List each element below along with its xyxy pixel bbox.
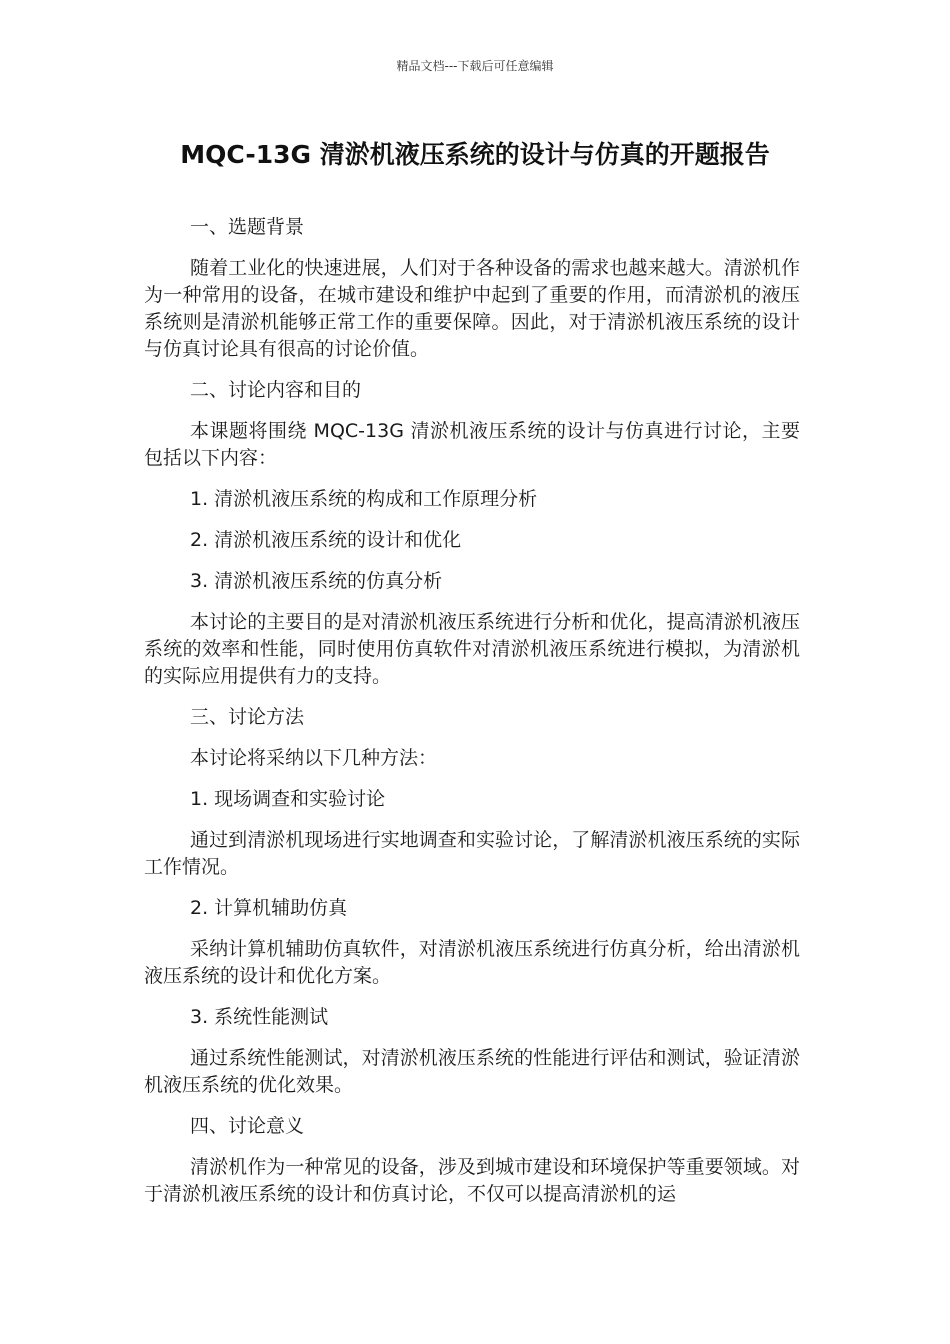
section-heading-significance: 四、讨论意义 bbox=[190, 1115, 305, 1137]
list-item-content-2: 2. 清淤机液压系统的设计和优化 bbox=[190, 529, 462, 551]
list-item-method-3: 3. 系统性能测试 bbox=[190, 1006, 329, 1028]
paragraph-method-2: 采纳计算机辅助仿真软件，对清淤机液压系统进行仿真分析，给出清淤机液压系统的设计和优化方案。 bbox=[144, 938, 800, 987]
paragraph-content-intro: 本课题将围绕 MQC-13G 清淤机液压系统的设计与仿真进行讨论，主要包括以下内容： bbox=[144, 420, 800, 469]
section-heading-methods: 三、讨论方法 bbox=[190, 706, 305, 728]
section-heading-content-goals: 二、讨论内容和目的 bbox=[190, 379, 362, 401]
paragraph-significance: 清淤机作为一种常见的设备，涉及到城市建设和环境保护等重要领域。对于清淤机液压系统的设计和仿真讨论，不仅可以提高清淤机的运 bbox=[144, 1156, 800, 1205]
list-item-method-1: 1. 现场调查和实验讨论 bbox=[190, 788, 386, 810]
list-item-method-2: 2. 计算机辅助仿真 bbox=[190, 897, 348, 919]
document-body bbox=[144, 214, 800, 1222]
list-item-content-3: 3. 清淤机液压系统的仿真分析 bbox=[190, 570, 443, 592]
paragraph-method-3: 通过系统性能测试，对清淤机液压系统的性能进行评估和测试，验证清淤机液压系统的优化效果。 bbox=[144, 1047, 800, 1096]
section-heading-background: 一、选题背景 bbox=[190, 216, 305, 238]
header-note: 精品文档---下载后可任意编辑 bbox=[396, 59, 554, 73]
paragraph-methods-intro: 本讨论将采纳以下几种方法： bbox=[190, 747, 438, 769]
document-title: MQC-13G 清淤机液压系统的设计与仿真的开题报告 bbox=[180, 140, 770, 169]
paragraph-background: 随着工业化的快速进展，人们对于各种设备的需求也越来越大。清淤机作为一种常用的设备，在城市建设和维护中起到了重要的作用，而清淤机的液压系统则是清淤机能够正常工作的重要保障。因此，对于清淤机液压系统的设计与仿真讨论具有很高的讨论价值。 bbox=[144, 257, 800, 360]
list-item-content-1: 1. 清淤机液压系统的构成和工作原理分析 bbox=[190, 488, 538, 510]
paragraph-goals: 本讨论的主要目的是对清淤机液压系统进行分析和优化，提高清淤机液压系统的效率和性能，同时使用仿真软件对清淤机液压系统进行模拟，为清淤机的实际应用提供有力的支持。 bbox=[144, 611, 800, 687]
paragraph-method-1: 通过到清淤机现场进行实地调查和实验讨论，了解清淤机液压系统的实际工作情况。 bbox=[144, 829, 800, 878]
